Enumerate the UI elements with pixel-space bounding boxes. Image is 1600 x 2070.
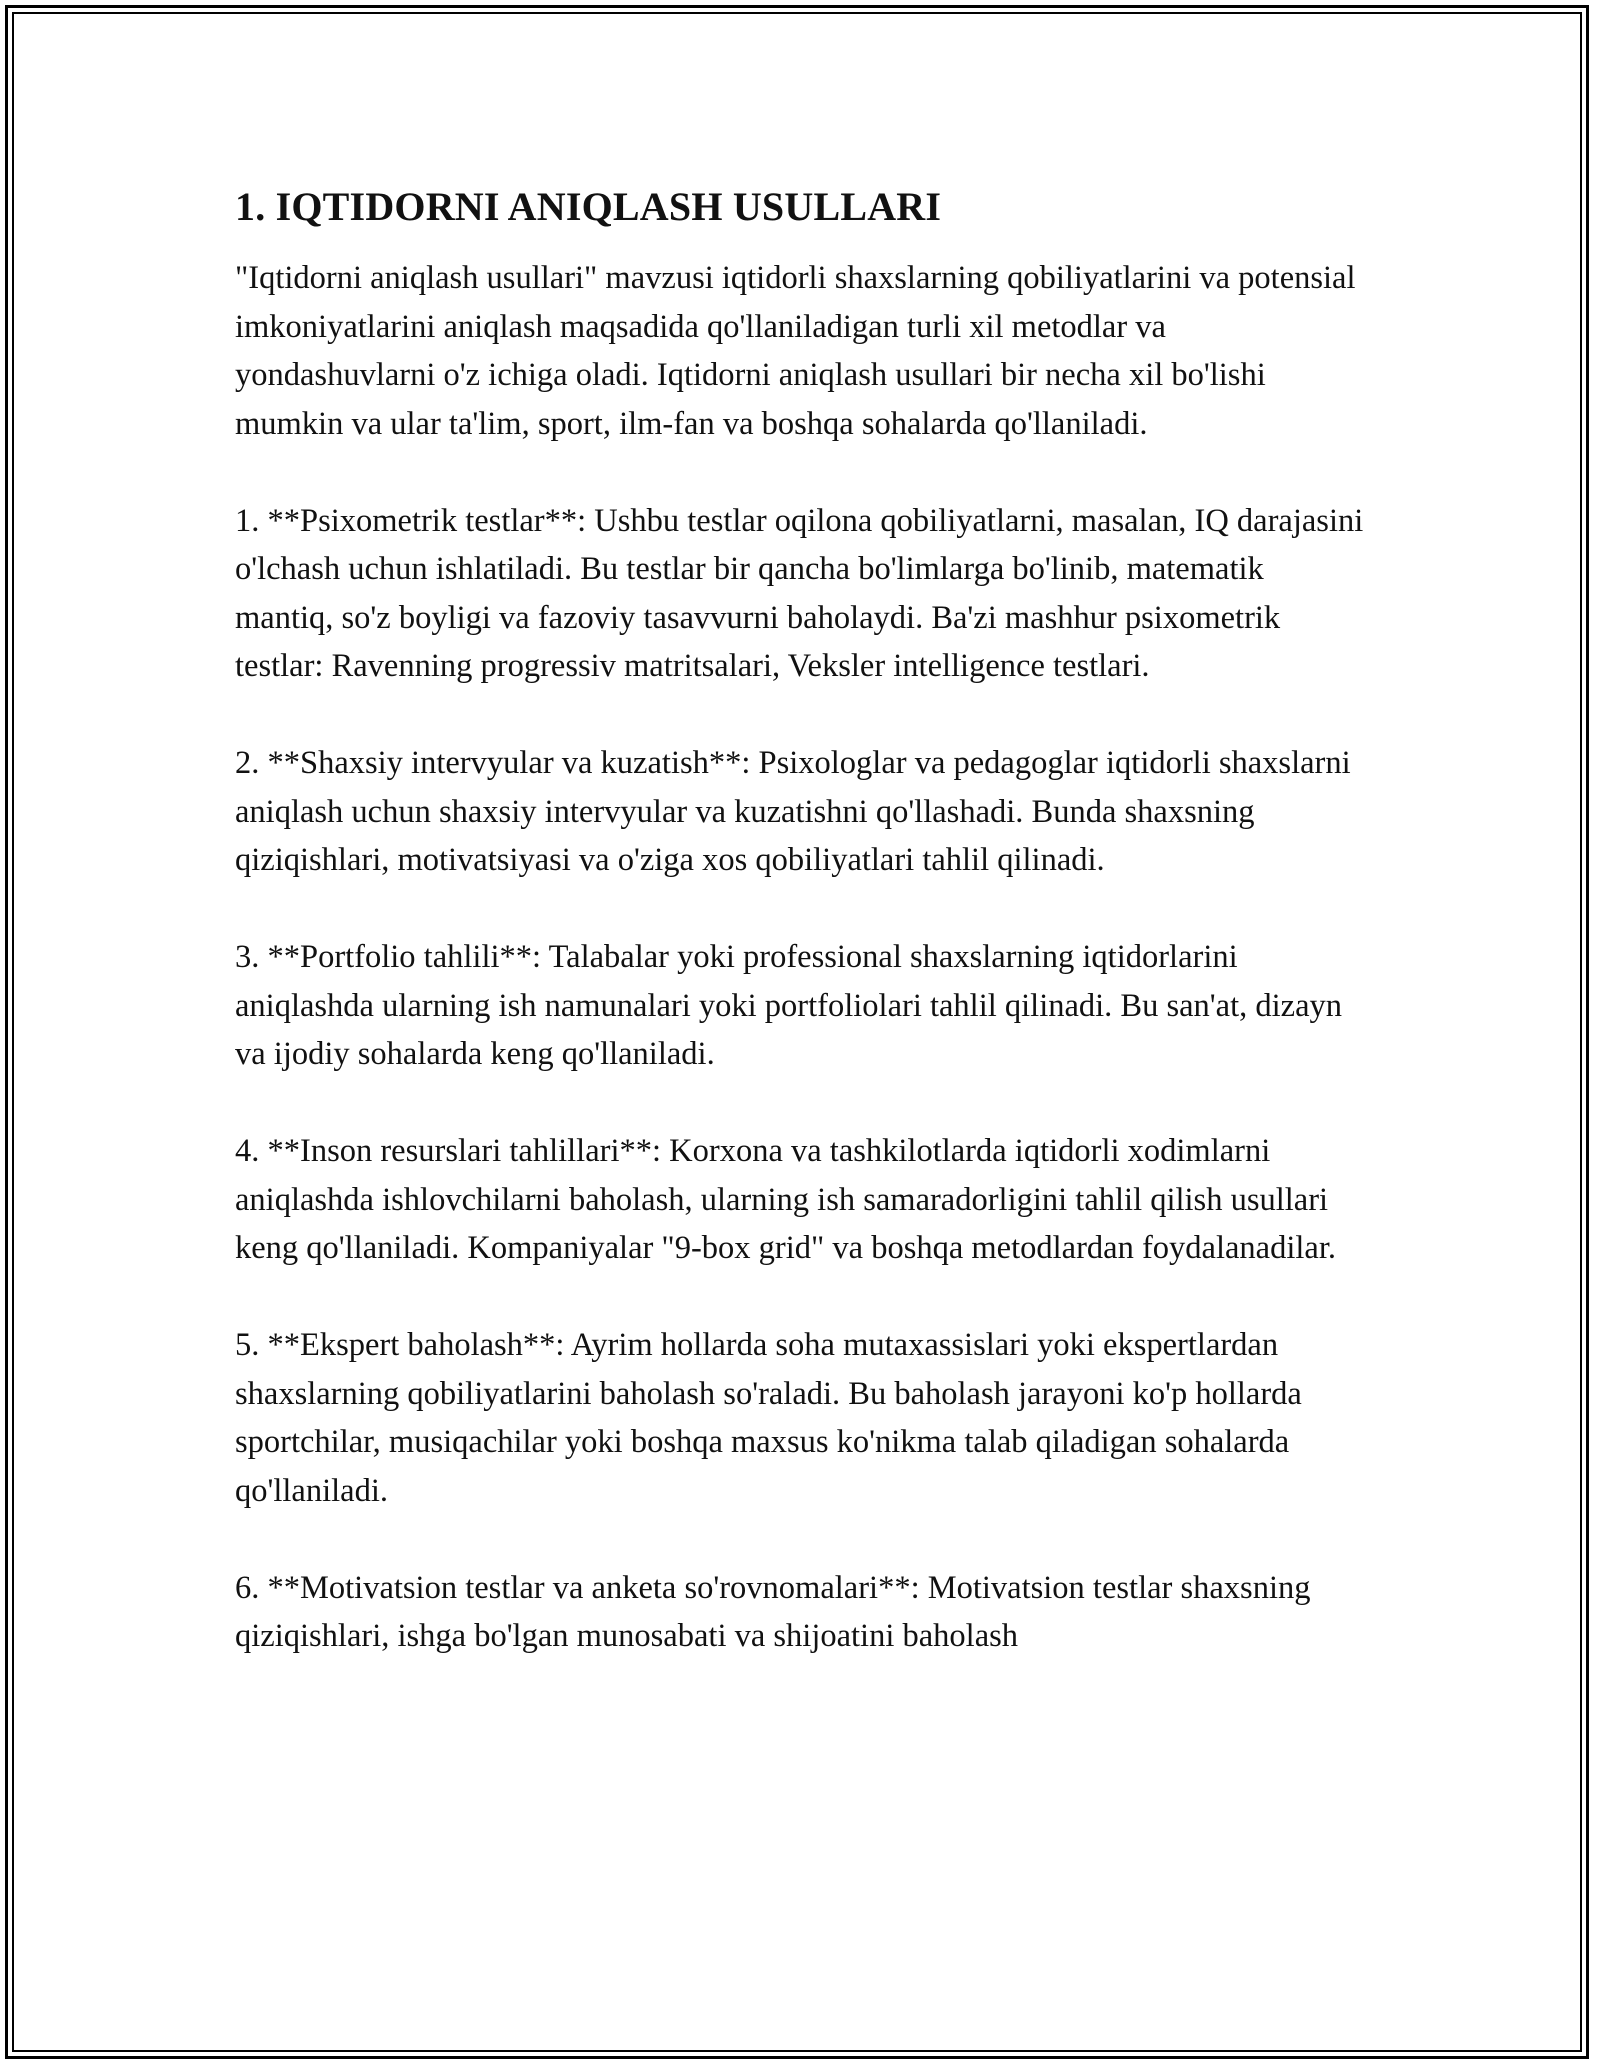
list-item-ekspert: 5. **Ekspert baholash**: Ayrim hollarda soha mutaxassislari yoki ekspertlardan shaxslarning qobiliyatlarini baholash so'raladi. Bu baholash jarayoni ko'p hollarda sportchilar, musiqachilar yoki boshqa maxsus ko'nikma talab qiladigan sohalarda qo'llaniladi.: [235, 1327, 1302, 1509]
list-item-inson-resurslari: 4. **Inson resurslari tahlillari**: Korxona va tashkilotlarda iqtidorli xodimlarni aniqlashda ishlovchilarni baholash, ularning ish samaradorligini tahlil qilish usullari keng qo'llaniladi. Kompaniyalar "9-box grid" va boshqa metodlardan foydalanadilar.: [235, 1133, 1336, 1266]
intro-paragraph: "Iqtidorni aniqlash usullari" mavzusi iqtidorli shaxslarning qobiliyatlarini va potensial imkoniyatlarini aniqlash maqsadida qo'llaniladigan turli xil metodlar va yondashuvlarni o'z ichiga oladi. Iqtidorni aniqlash usullari bir necha xil bo'lishi mumkin va ular ta'lim, sport, ilm-fan va boshqa sohalarda qo'llaniladi.: [235, 260, 1356, 442]
list-item-portfolio: 3. **Portfolio tahlili**: Talabalar yoki professional shaxslarning iqtidorlarini aniqlashda ularning ish namunalari yoki portfoliolari tahlil qilinadi. Bu san'at, dizayn va ijodiy sohalarda keng qo'llaniladi.: [235, 939, 1342, 1072]
list-item-psixometrik: 1. **Psixometrik testlar**: Ushbu testlar oqilona qobiliyatlarni, masalan, IQ darajasini o'lchash uchun ishlatiladi. Bu testlar bir qancha bo'limlarga bo'linib, matematik mantiq, so'z boyligi va fazoviy tasavvurni baholaydi. Ba'zi mashhur psixometrik testlar: Ravenning progressiv matritsalari, Veksler intelligence testlari.: [235, 502, 1364, 684]
list-item-motivatsion: 6. **Motivatsion testlar va anketa so'rovnomalari**: Motivatsion testlar shaxsning qiziqishlari, ishga bo'lgan munosabati va shijoatini baholash: [235, 1569, 1311, 1654]
list-item-intervyular: 2. **Shaxsiy intervyular va kuzatish**: Psixologlar va pedagoglar iqtidorli shaxslarni aniqlash uchun shaxsiy intervyular va kuzatishni qo'llashadi. Bunda shaxsning qiziqishlari, motivatsiyasi va o'ziga xos qobiliyatlari tahlil qilinadi.: [235, 745, 1351, 878]
document-title: 1. IQTIDORNI ANIQLASH USULLARI: [235, 184, 942, 229]
document-body: [235, 180, 1370, 1709]
